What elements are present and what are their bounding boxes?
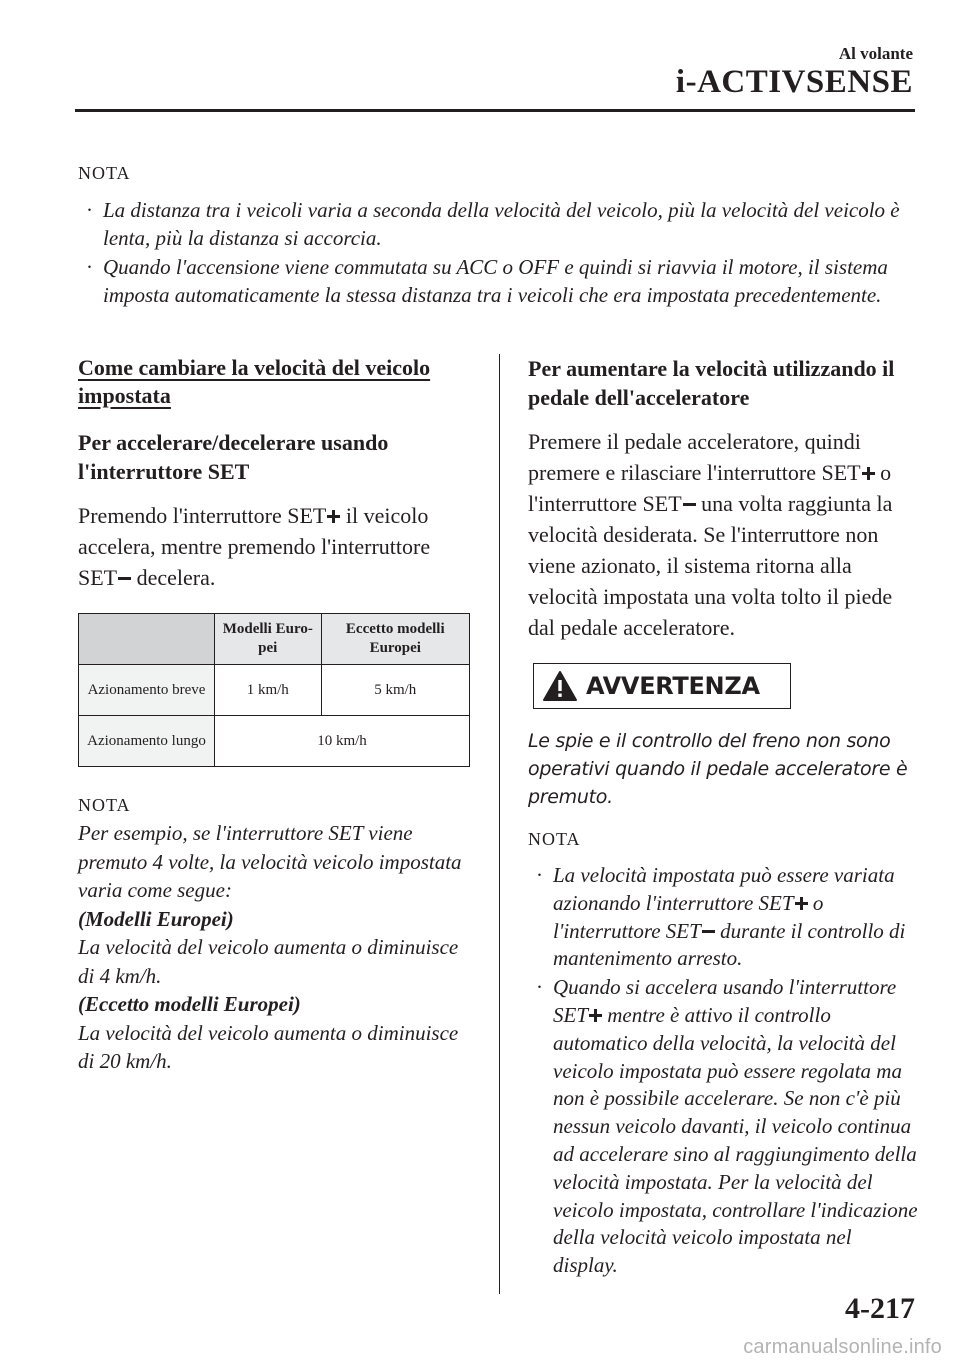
note-title: NOTA [78, 795, 131, 815]
warning-triangle-icon [542, 670, 578, 702]
note-intro: Per esempio, se l'interruttore SET viene premuto 4 volte, la velocità veicolo impostata varia come segue: [78, 821, 462, 902]
note-item: · Quando l'accensione viene commutata su ACC o OFF e quindi si riavvia il motore, il sistema imposta automaticamente la stessa distanza tra i veicoli che era impostata precedentemente. [78, 253, 918, 309]
minus-icon [702, 925, 715, 938]
page-number: 4-217 [845, 1292, 915, 1325]
warning-box [533, 663, 791, 709]
plus-icon [795, 897, 808, 910]
table-cell: 10 km/h [215, 716, 470, 767]
body-paragraph: Premendo l'interruttore SET il veicolo accelera, mentre premendo l'interruttore SET decelera. [78, 503, 431, 590]
note-list [528, 862, 918, 1280]
note-item: · La velocità impostata può essere variata azionando l'interruttore SET o l'interruttore SET durante il controllo di mantenimento arresto. [528, 862, 918, 973]
section-heading: Per aumentare la velocità utilizzando il pedale dell'acceleratore [528, 356, 895, 410]
note-list [78, 196, 918, 309]
top-note [78, 163, 918, 310]
row-label: Azionamento breve [79, 665, 215, 716]
note-non-euro-text: La velocità del veicolo aumenta o diminuisce di 20 km/h. [78, 1020, 459, 1073]
note-title: NOTA [528, 829, 581, 849]
warning-text: Le spie e il controllo del freno non sono operativi quando il pedale acceleratore è premuto. [528, 730, 908, 808]
warning-label: AVVERTENZA [586, 672, 760, 700]
section-heading: Come cambiare la velocità del veicolo impostata [78, 355, 431, 408]
minus-icon [118, 572, 131, 585]
minus-icon [683, 498, 696, 511]
note-non-euro-label: (Eccetto modelli Europei) [78, 992, 301, 1016]
right-note [528, 829, 918, 1280]
plus-icon [327, 510, 340, 523]
left-column [78, 354, 473, 1076]
table-corner [79, 614, 215, 665]
table-row [79, 665, 470, 716]
watermark: carmanualsonline.info [743, 1336, 942, 1358]
chapter-title: Al volante [838, 44, 913, 63]
header-rule [75, 109, 915, 112]
note-euro-label: (Modelli Europei) [78, 906, 234, 931]
speed-table [78, 613, 470, 767]
note-item: · Quando si accelera usando l'interruttore SET mentre è attivo il controllo automatico della velocità, la velocità del veicolo impostata può essere regolata ma non è possibile accelerare. Se non c'è più nessun veicolo davanti, il veicolo continua ad accelerare sino al raggiungimento della velocità impostata. Per la velocità del veicolo impostata, controllare l'indicazione della velocità veicolo impostata nel display. [528, 974, 918, 1280]
table-header: Modelli Euro-pei [215, 614, 322, 665]
subsection-heading: Per accelerare/decelerare usando l'interruttore SET [78, 430, 389, 484]
note-item: · La distanza tra i veicoli varia a seconda della velocità del veicolo, più la velocità del veicolo è lenta, più la distanza si accorcia. [78, 196, 918, 252]
column-divider [499, 354, 500, 1294]
table-cell: 5 km/h [321, 665, 469, 716]
plus-icon [862, 467, 875, 480]
row-label: Azionamento lungo [79, 716, 215, 767]
note-title: NOTA [78, 163, 131, 183]
section-title: i-ACTIVSENSE [675, 64, 913, 100]
example-note [78, 791, 473, 1076]
table-cell: 1 km/h [215, 665, 322, 716]
note-euro-text: La velocità del veicolo aumenta o diminuisce di 4 km/h. [78, 935, 459, 988]
plus-icon [589, 1009, 602, 1022]
table-row [79, 716, 470, 767]
right-column [528, 354, 918, 1281]
body-paragraph: Premere il pedale acceleratore, quindi premere e rilasciare l'interruttore SET o l'interruttore SET una volta raggiunta la velocità desiderata. Se l'interruttore non viene azionato, il sistema ritorna alla velocità impostata una volta tolto il piede dal pedale acceleratore. [528, 429, 893, 640]
table-header: Eccetto modelli Europei [321, 614, 469, 665]
